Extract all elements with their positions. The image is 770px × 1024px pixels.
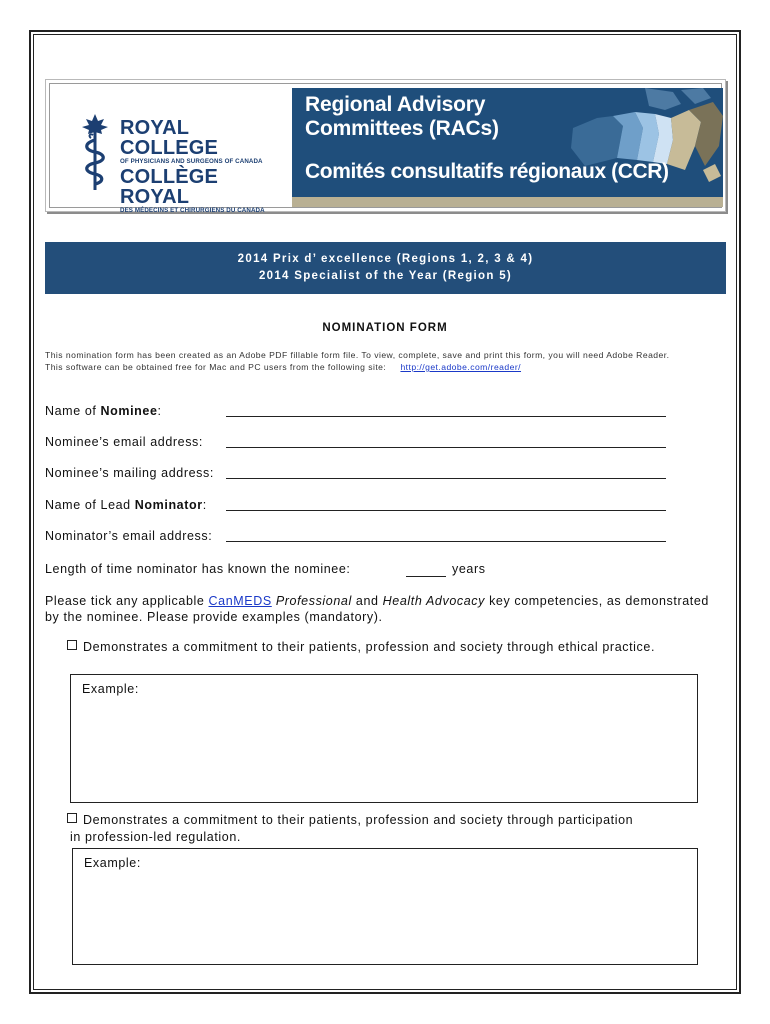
caduceus-maple-icon bbox=[78, 112, 112, 192]
lead-label-prefix: Name of Lead bbox=[45, 498, 135, 512]
award-line-1: 2014 Prix d’ excellence (Regions 1, 2, 3 & 4) bbox=[237, 253, 534, 265]
logo-line-3: COLLÈGE ROYAL bbox=[120, 166, 219, 208]
lead-label-bold: Nominator bbox=[134, 498, 203, 512]
years-label: years bbox=[452, 562, 486, 576]
rac-title-line-2: Committees (RACs) bbox=[305, 117, 499, 140]
banner-inner bbox=[49, 83, 722, 214]
intro-line-1: This nomination form has been created as an Adobe PDF fillable form file. To view, complete, save and print this form, you will need Adobe Reader. bbox=[45, 350, 670, 360]
nominee-name-field[interactable] bbox=[226, 416, 666, 417]
logo-text bbox=[120, 118, 268, 215]
logo-line-4: DES MÉDECINS ET CHIRURGIENS DU CANADA bbox=[120, 207, 265, 214]
intro-line-2 bbox=[45, 361, 735, 373]
nominee-mailing-label: Nominee’s mailing address: bbox=[45, 466, 214, 480]
intro-line-2-text: This software can be obtained free for Mac and PC users from the following site: bbox=[45, 362, 387, 372]
nominee-mailing-field[interactable] bbox=[226, 478, 666, 479]
tick-instructions bbox=[45, 593, 735, 625]
header-banner bbox=[45, 79, 726, 212]
banner-accent-strip bbox=[292, 197, 723, 207]
nominator-email-label: Nominator’s email address: bbox=[45, 529, 213, 543]
intro-text bbox=[45, 349, 735, 373]
professional-term: Professional bbox=[275, 594, 352, 608]
nominee-email-field[interactable] bbox=[226, 447, 666, 448]
nominee-name-label bbox=[45, 404, 162, 418]
example-2-box[interactable] bbox=[72, 848, 698, 965]
lead-nominator-field[interactable] bbox=[226, 510, 666, 511]
competency-2 bbox=[67, 812, 633, 846]
length-known-label: Length of time nominator has known the nominee: bbox=[45, 562, 351, 576]
competency-1-checkbox[interactable] bbox=[67, 640, 77, 650]
tick-text-4: key competencies, as demonstrated bbox=[485, 594, 709, 608]
competency-2-checkbox[interactable] bbox=[67, 813, 77, 823]
lead-nominator-label bbox=[45, 498, 207, 512]
rac-subtitle: Comités consultatifs régionaux (CCR) bbox=[305, 160, 669, 183]
example-2-label: Example: bbox=[84, 856, 141, 870]
competency-2-line-1 bbox=[67, 812, 633, 829]
rac-title-line-1: Regional Advisory bbox=[305, 93, 486, 116]
rac-title-panel bbox=[292, 88, 723, 197]
logo-line-2: OF PHYSICIANS AND SURGEONS OF CANADA bbox=[120, 158, 263, 165]
years-field[interactable] bbox=[406, 576, 446, 577]
rac-title bbox=[305, 93, 499, 141]
form-title: NOMINATION FORM bbox=[322, 322, 448, 334]
competency-2-line-2: in profession-led regulation. bbox=[70, 830, 241, 844]
example-1-label: Example: bbox=[82, 682, 139, 696]
tick-text-3: and bbox=[351, 594, 383, 608]
health-advocacy-term: Health Advocacy bbox=[382, 594, 485, 608]
nominator-email-field[interactable] bbox=[226, 541, 666, 542]
royal-college-logo bbox=[78, 106, 268, 214]
logo-line-1: ROYAL COLLEGE bbox=[120, 117, 219, 159]
tick-text-1: Please tick any applicable bbox=[45, 594, 209, 608]
award-line-2: 2014 Specialist of the Year (Region 5) bbox=[258, 270, 513, 282]
award-bar bbox=[45, 242, 726, 294]
competency-1 bbox=[67, 639, 655, 656]
adobe-reader-link[interactable]: http://get.adobe.com/reader/ bbox=[400, 362, 522, 372]
lead-label-suffix: : bbox=[202, 498, 207, 512]
tick-line-1 bbox=[45, 593, 735, 609]
tick-line-2: by the nominee. Please provide examples (mandatory). bbox=[45, 610, 383, 624]
canmeds-link[interactable]: CanMEDS bbox=[208, 594, 272, 608]
example-1-box[interactable] bbox=[70, 674, 698, 803]
nominee-label-suffix: : bbox=[157, 404, 162, 418]
competency-2-text: Demonstrates a commitment to their patients, profession and society through participation bbox=[83, 813, 634, 827]
competency-1-text: Demonstrates a commitment to their patients, profession and society through ethical practice. bbox=[83, 640, 656, 654]
nominee-label-prefix: Name of bbox=[45, 404, 101, 418]
nominee-email-label: Nominee’s email address: bbox=[45, 435, 203, 449]
nominee-label-bold: Nominee bbox=[100, 404, 158, 418]
